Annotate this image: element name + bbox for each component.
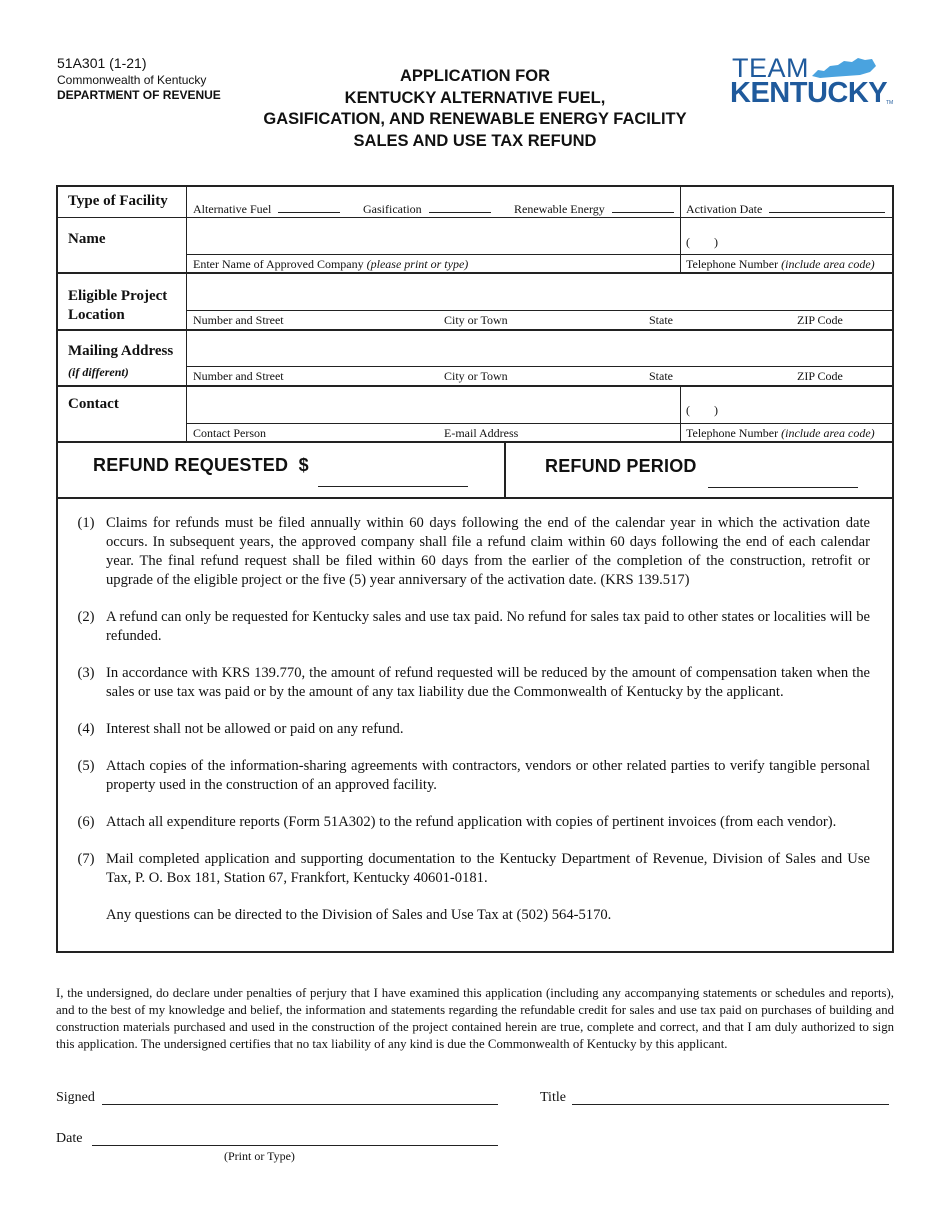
refund-amount-line[interactable]	[318, 486, 468, 487]
title-line-3: GASIFICATION, AND RENEWABLE ENERGY FACILITY	[263, 110, 687, 128]
company-name-caption: Enter Name of Approved Company (please print or type)	[193, 257, 469, 271]
mailing-address-input[interactable]	[188, 331, 892, 365]
company-phone-caption: Telephone Number (include area code)	[686, 257, 875, 271]
divider	[56, 217, 894, 218]
print-or-type-note: (Print or Type)	[224, 1149, 295, 1163]
divider	[56, 497, 894, 499]
location-city-caption: City or Town	[444, 313, 508, 327]
gasification-label: Gasification	[363, 202, 422, 216]
refund-requested-label: REFUND REQUESTED $	[93, 455, 309, 475]
alternative-fuel-field[interactable]	[193, 200, 340, 217]
mailing-street-caption: Number and Street	[193, 369, 284, 383]
title-line-2: KENTUCKY ALTERNATIVE FUEL,	[344, 88, 606, 107]
divider	[186, 310, 894, 311]
contact-phone-parens: ( )	[686, 403, 718, 417]
project-location-label: Eligible Project Location	[68, 288, 168, 323]
divider	[680, 185, 681, 218]
title-line-4: SALES AND USE TAX REFUND	[353, 131, 597, 150]
mailing-city-caption: City or Town	[444, 369, 508, 383]
title-label: Title	[540, 1090, 566, 1105]
type-of-facility-label: Type of Facility	[68, 193, 168, 209]
contact-label: Contact	[68, 396, 119, 412]
renewable-energy-label: Renewable Energy	[514, 202, 605, 216]
logo-word-kentucky: KENTUCKY	[730, 77, 888, 109]
divider	[186, 423, 894, 424]
instruction-item: (2) A refund can only be requested for Kentucky sales and use tax paid. No refund for sales tax paid to other states or localities will be refunded.	[77, 609, 870, 644]
instructions-list	[66, 514, 884, 925]
instruction-item: (6) Attach all expenditure reports (Form 51A302) to the refund application with copies of pertinent invoices (from each vendor).	[77, 814, 837, 830]
activation-date-blank[interactable]	[769, 200, 885, 213]
alternative-fuel-blank[interactable]	[278, 200, 340, 213]
title-line[interactable]	[572, 1104, 889, 1105]
signature-line[interactable]	[102, 1104, 498, 1105]
page-title	[200, 66, 750, 152]
logo-word-team: TEAM	[732, 53, 810, 83]
declaration-text: I, the undersigned, do declare under penalties of perjury that I have examined this application (including any accompanying statements or schedules and reports), and to the best of my knowledge and belief, the information and statements regarding the refundable credit for sales and use tax paid on purchases of building and construction materials purchased and used in the construction of the project contained herein are true, complete and correct, and that I am duly authorized to sign this application. The undersigned certifies that no tax liability of any kind is due the Commonwealth of Kentucky by this applicant.	[56, 986, 894, 1051]
name-label: Name	[68, 231, 106, 247]
company-name-input[interactable]	[188, 219, 678, 253]
refund-period-line[interactable]	[708, 487, 858, 488]
mailing-zip-caption: ZIP Code	[797, 369, 843, 383]
mailing-state-caption: State	[649, 369, 673, 383]
divider	[680, 217, 681, 273]
divider	[680, 385, 681, 442]
gasification-blank[interactable]	[429, 200, 491, 213]
contact-phone-caption: Telephone Number (include area code)	[686, 426, 875, 440]
date-line[interactable]	[92, 1145, 498, 1146]
questions-note: Any questions can be directed to the Division of Sales and Use Tax at (502) 564-5170.	[106, 907, 612, 923]
contact-email-caption: E-mail Address	[444, 426, 519, 440]
contact-input[interactable]	[188, 387, 678, 422]
alternative-fuel-label: Alternative Fuel	[193, 202, 272, 216]
logo-trademark: TM	[886, 100, 894, 106]
renewable-energy-blank[interactable]	[612, 200, 674, 213]
contact-person-caption: Contact Person	[193, 426, 266, 440]
mailing-address-label: Mailing Address	[68, 343, 174, 359]
company-phone-parens: ( )	[686, 235, 718, 249]
renewable-energy-field[interactable]	[514, 200, 674, 217]
divider	[186, 185, 187, 442]
divider	[186, 254, 894, 255]
form-number: 51A301 (1-21)	[57, 55, 147, 71]
title-line-1: APPLICATION FOR	[399, 67, 551, 85]
divider	[56, 441, 894, 443]
activation-date-field[interactable]	[686, 200, 885, 217]
signed-label: Signed	[56, 1090, 95, 1105]
divider	[504, 441, 506, 498]
instruction-item: (5) Attach copies of the information-sharing agreements with contractors, vendors or other related parties to verify tangible personal property used in the construction of an approved facility.	[77, 758, 870, 793]
instruction-item: (3) In accordance with KRS 139.770, the amount of refund requested will be reduced by the amount of compensation taken when the sales or use tax was paid or by the amount of any tax liability due the Commonwealth of Kentucky by the applicant.	[77, 665, 870, 700]
instruction-item: (1) Claims for refunds must be filed annually within 60 days following the end of the calendar year in which the activation date occurs. In subsequent years, the approved company shall file a refund claim within 60 days following the end of each calendar year. The final refund request shall be filed within 60 days from the earlier of the completion of the construction, retrofit or upgrade of the eligible project or the five (5) year anniversary of the activation date. (KRS 139.517)	[77, 515, 870, 588]
location-zip-caption: ZIP Code	[797, 313, 843, 327]
team-kentucky-logo	[728, 53, 898, 109]
location-street-caption: Number and Street	[193, 313, 284, 327]
mailing-address-sublabel: (if different)	[68, 365, 129, 379]
gasification-field[interactable]	[363, 200, 491, 217]
refund-period-label: REFUND PERIOD	[545, 456, 697, 476]
instruction-item: (4) Interest shall not be allowed or paid on any refund.	[77, 721, 404, 737]
activation-date-label: Activation Date	[686, 202, 763, 216]
location-state-caption: State	[649, 313, 673, 327]
instruction-item: (7) Mail completed application and supporting documentation to the Kentucky Department of Revenue, Division of Sales and Use Tax, P. O. Box 181, Station 67, Frankfort, Kentucky 40601-0181.	[77, 851, 870, 886]
form-organization: Commonwealth of Kentucky	[57, 73, 207, 87]
project-location-input[interactable]	[188, 274, 892, 309]
divider	[186, 366, 894, 367]
form-department: DEPARTMENT OF REVENUE	[57, 88, 221, 102]
date-label: Date	[56, 1131, 83, 1146]
